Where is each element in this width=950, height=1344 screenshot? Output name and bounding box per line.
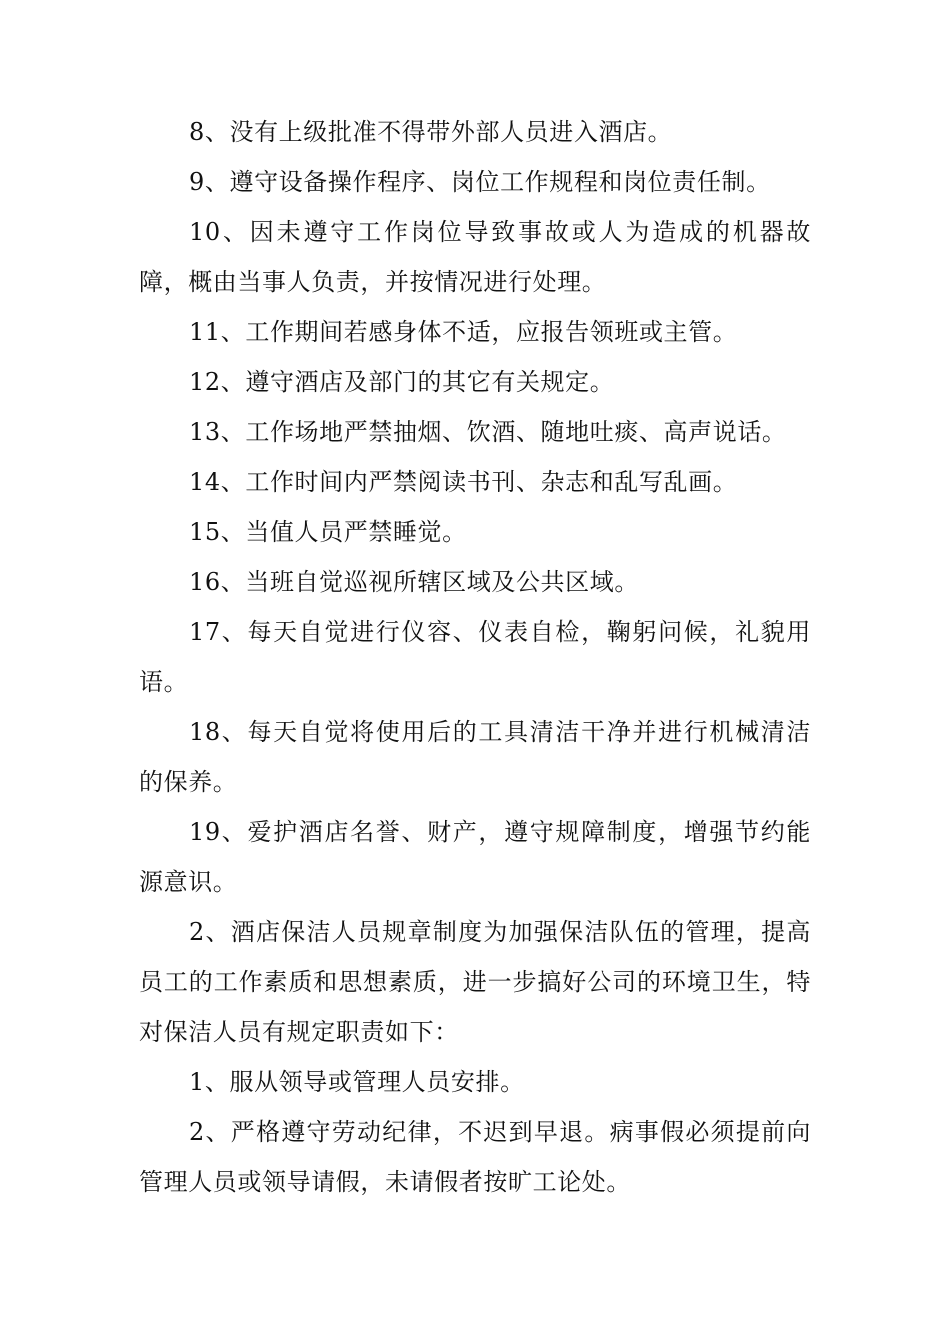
rule-item-16: 16、当班自觉巡视所辖区域及公共区域。	[189, 568, 639, 596]
rule-item-18: 18、每天自觉将使用后的工具清洁干净并进行机械清洁的保养。	[139, 718, 811, 796]
rule-item-10: 10、因未遵守工作岗位导致事故或人为造成的机器故障，概由当事人负责，并按情况进行处理。	[139, 218, 811, 296]
rule-item-14: 14、工作时间内严禁阅读书刊、杂志和乱写乱画。	[189, 468, 738, 496]
duty-item-2: 2、严格遵守劳动纪律，不迟到早退。病事假必须提前向管理人员或领导请假，未请假者按旷工论处。	[139, 1118, 811, 1196]
rule-item-8: 8、没有上级批准不得带外部人员进入酒店。	[189, 118, 673, 146]
rule-item-15: 15、当值人员严禁睡觉。	[189, 518, 467, 546]
rule-item-17: 17、每天自觉进行仪容、仪表自检，鞠躬问候，礼貌用语。	[139, 618, 811, 696]
duty-item-1: 1、服从领导或管理人员安排。	[189, 1068, 525, 1096]
rule-item-9: 9、遵守设备操作程序、岗位工作规程和岗位责任制。	[189, 168, 771, 196]
document-body	[139, 107, 811, 1207]
rule-item-11: 11、工作期间若感身体不适，应报告领班或主管。	[189, 318, 738, 346]
section-2-intro: 2、酒店保洁人员规章制度为加强保洁队伍的管理，提高员工的工作素质和思想素质，进一步搞好公司的环境卫生，特对保洁人员有规定职责如下：	[139, 918, 811, 1046]
rule-item-19: 19、爱护酒店名誉、财产，遵守规障制度，增强节约能源意识。	[139, 818, 811, 896]
rule-item-12: 12、遵守酒店及部门的其它有关规定。	[189, 368, 615, 396]
rule-item-13: 13、工作场地严禁抽烟、饮酒、随地吐痰、高声说话。	[189, 418, 787, 446]
